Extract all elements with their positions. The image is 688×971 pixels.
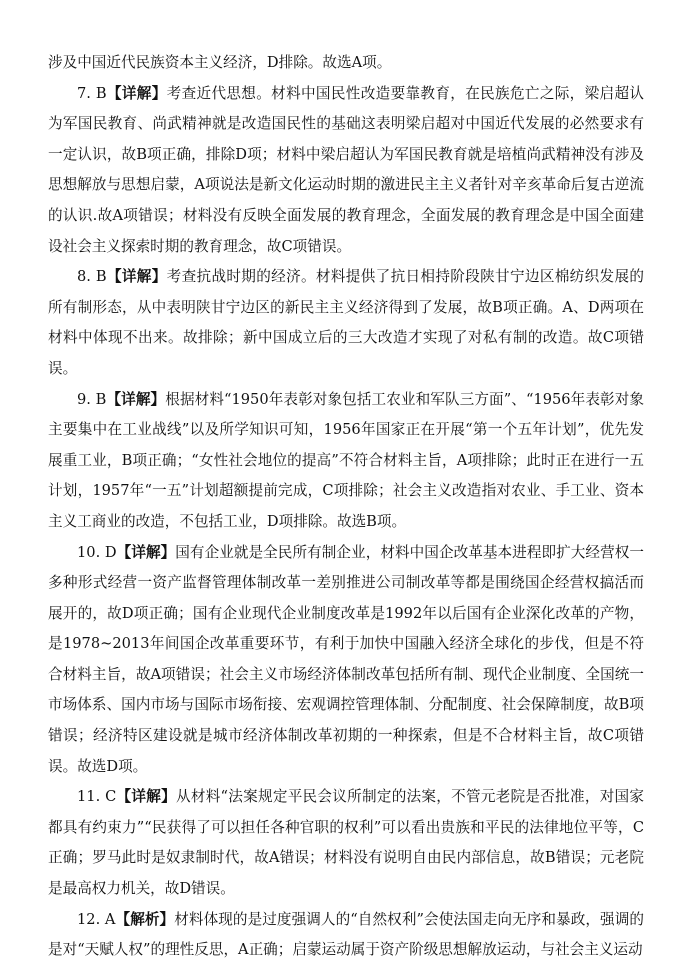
paragraph-text: 涉及中国近代民族资本主义经济，D排除。故选A项。	[48, 54, 392, 71]
answer-11	[48, 782, 644, 904]
answer-tag: 【详解】	[106, 84, 167, 102]
answer-number: 8. B	[77, 268, 107, 286]
answer-text: 考查近代思想。材料中国民性改造要靠教育，在民族危亡之际，梁启超认为军国民教育、尚武精神就是改造国民性的基础这表明梁启超对中国近代发展的必然要求有一定认识，故B项正确，排除D项；材料中梁启超认为军国民教育就是培植尚武精神没有涉及思想解放与思想启蒙，A项说法是新文化运动时期的激进民主主义者针对辛亥革命后复古逆流的认识.故A项错误；材料没有反映全面发展的教育理念，全面发展的教育理念是中国全面建设社会主义探索时期的教育理念，故C项错误。	[48, 84, 644, 255]
answer-7	[48, 79, 644, 263]
answer-number: 7. B	[77, 84, 107, 102]
answer-10	[48, 538, 644, 783]
answer-text: 考查抗战时期的经济。材料提供了抗日相持阶段陕甘宁边区棉纺织发展的所有制形态，从中表明陕甘宁边区的新民主主义经济得到了发展，故B项正确。A、D两项在材料中体现不出来。故排除；新中国成立后的三大改造才实现了对私有制的改造。故C项错误。	[48, 268, 644, 377]
answer-number: 9. B	[77, 390, 107, 408]
answer-8	[48, 262, 644, 384]
answer-text: 材料体现的是过度强调人的“自然权利”会使法国走向无序和暴政，强调的是对“天赋人权”的理性反思，A正确；启蒙运动属于资产阶级思想解放运动，与社会主义运动	[48, 910, 644, 959]
answer-tag: 【详解】	[106, 390, 166, 408]
answer-12	[48, 905, 644, 966]
paragraph-continuation	[48, 48, 644, 79]
answer-number: 11. C	[77, 788, 117, 806]
answer-text: 根据材料“1950年表彰对象包括工农业和军队三方面”、“1956年表彰对象主要集中在工业战线”以及所学知识可知，1956年国家正在开展“第一个五年计划”，优先发展重工业，B项正确；“女性社会地位的提高”不符合材料主旨，A项排除；此时正在进行一五计划，1957年“一五”计划超额提前完成，C项排除；社会主义改造指对农业、手工业、资本主义工商业的改造，不包括工业，D项排除。故选B项。	[48, 390, 644, 530]
answer-9	[48, 385, 644, 538]
answer-number: 10. D	[77, 543, 117, 561]
answer-tag: 【解析】	[115, 910, 175, 928]
answer-tag: 【详解】	[106, 268, 167, 286]
answer-tag: 【详解】	[116, 543, 176, 561]
answer-text: 国有企业就是全民所有制企业，材料中国企改革基本进程即扩大经营权一多种形式经营一资产监督管理体制改革一差别推进公司制改革等都是围绕国企经营权搞活而展开的，故D项正确；国有企业现代企业制度改革是1992年以后国有企业深化改革的产物，是1978~2013年间国企改革重要环节，有利于加快中国融入经济全球化的步伐，但是不符合材料主旨，故A项错误；社会主义市场经济体制改革包括所有制、现代企业制度、全国统一市场体系、国内市场与国际市场衔接、宏观调控管理体制、分配制度、社会保障制度，故B项错误；经济特区建设就是城市经济体制改革初期的一种探索，但是不合材料主旨，故C项错误。故选D项。	[48, 543, 644, 775]
answer-tag: 【详解】	[116, 788, 176, 806]
answer-text: 从材料“法案规定平民会议所制定的法案，不管元老院是否批准，对国家都具有约束力”“民获得了可以担任各种官职的权利”可以看出贵族和平民的法律地位平等，C正确；罗马此时是奴隶制时代，故A错误；材料没有说明自由民内部信息，故B错误；元老院是最高权力机关，故D错误。	[48, 788, 644, 898]
answer-number: 12. A	[77, 910, 116, 928]
